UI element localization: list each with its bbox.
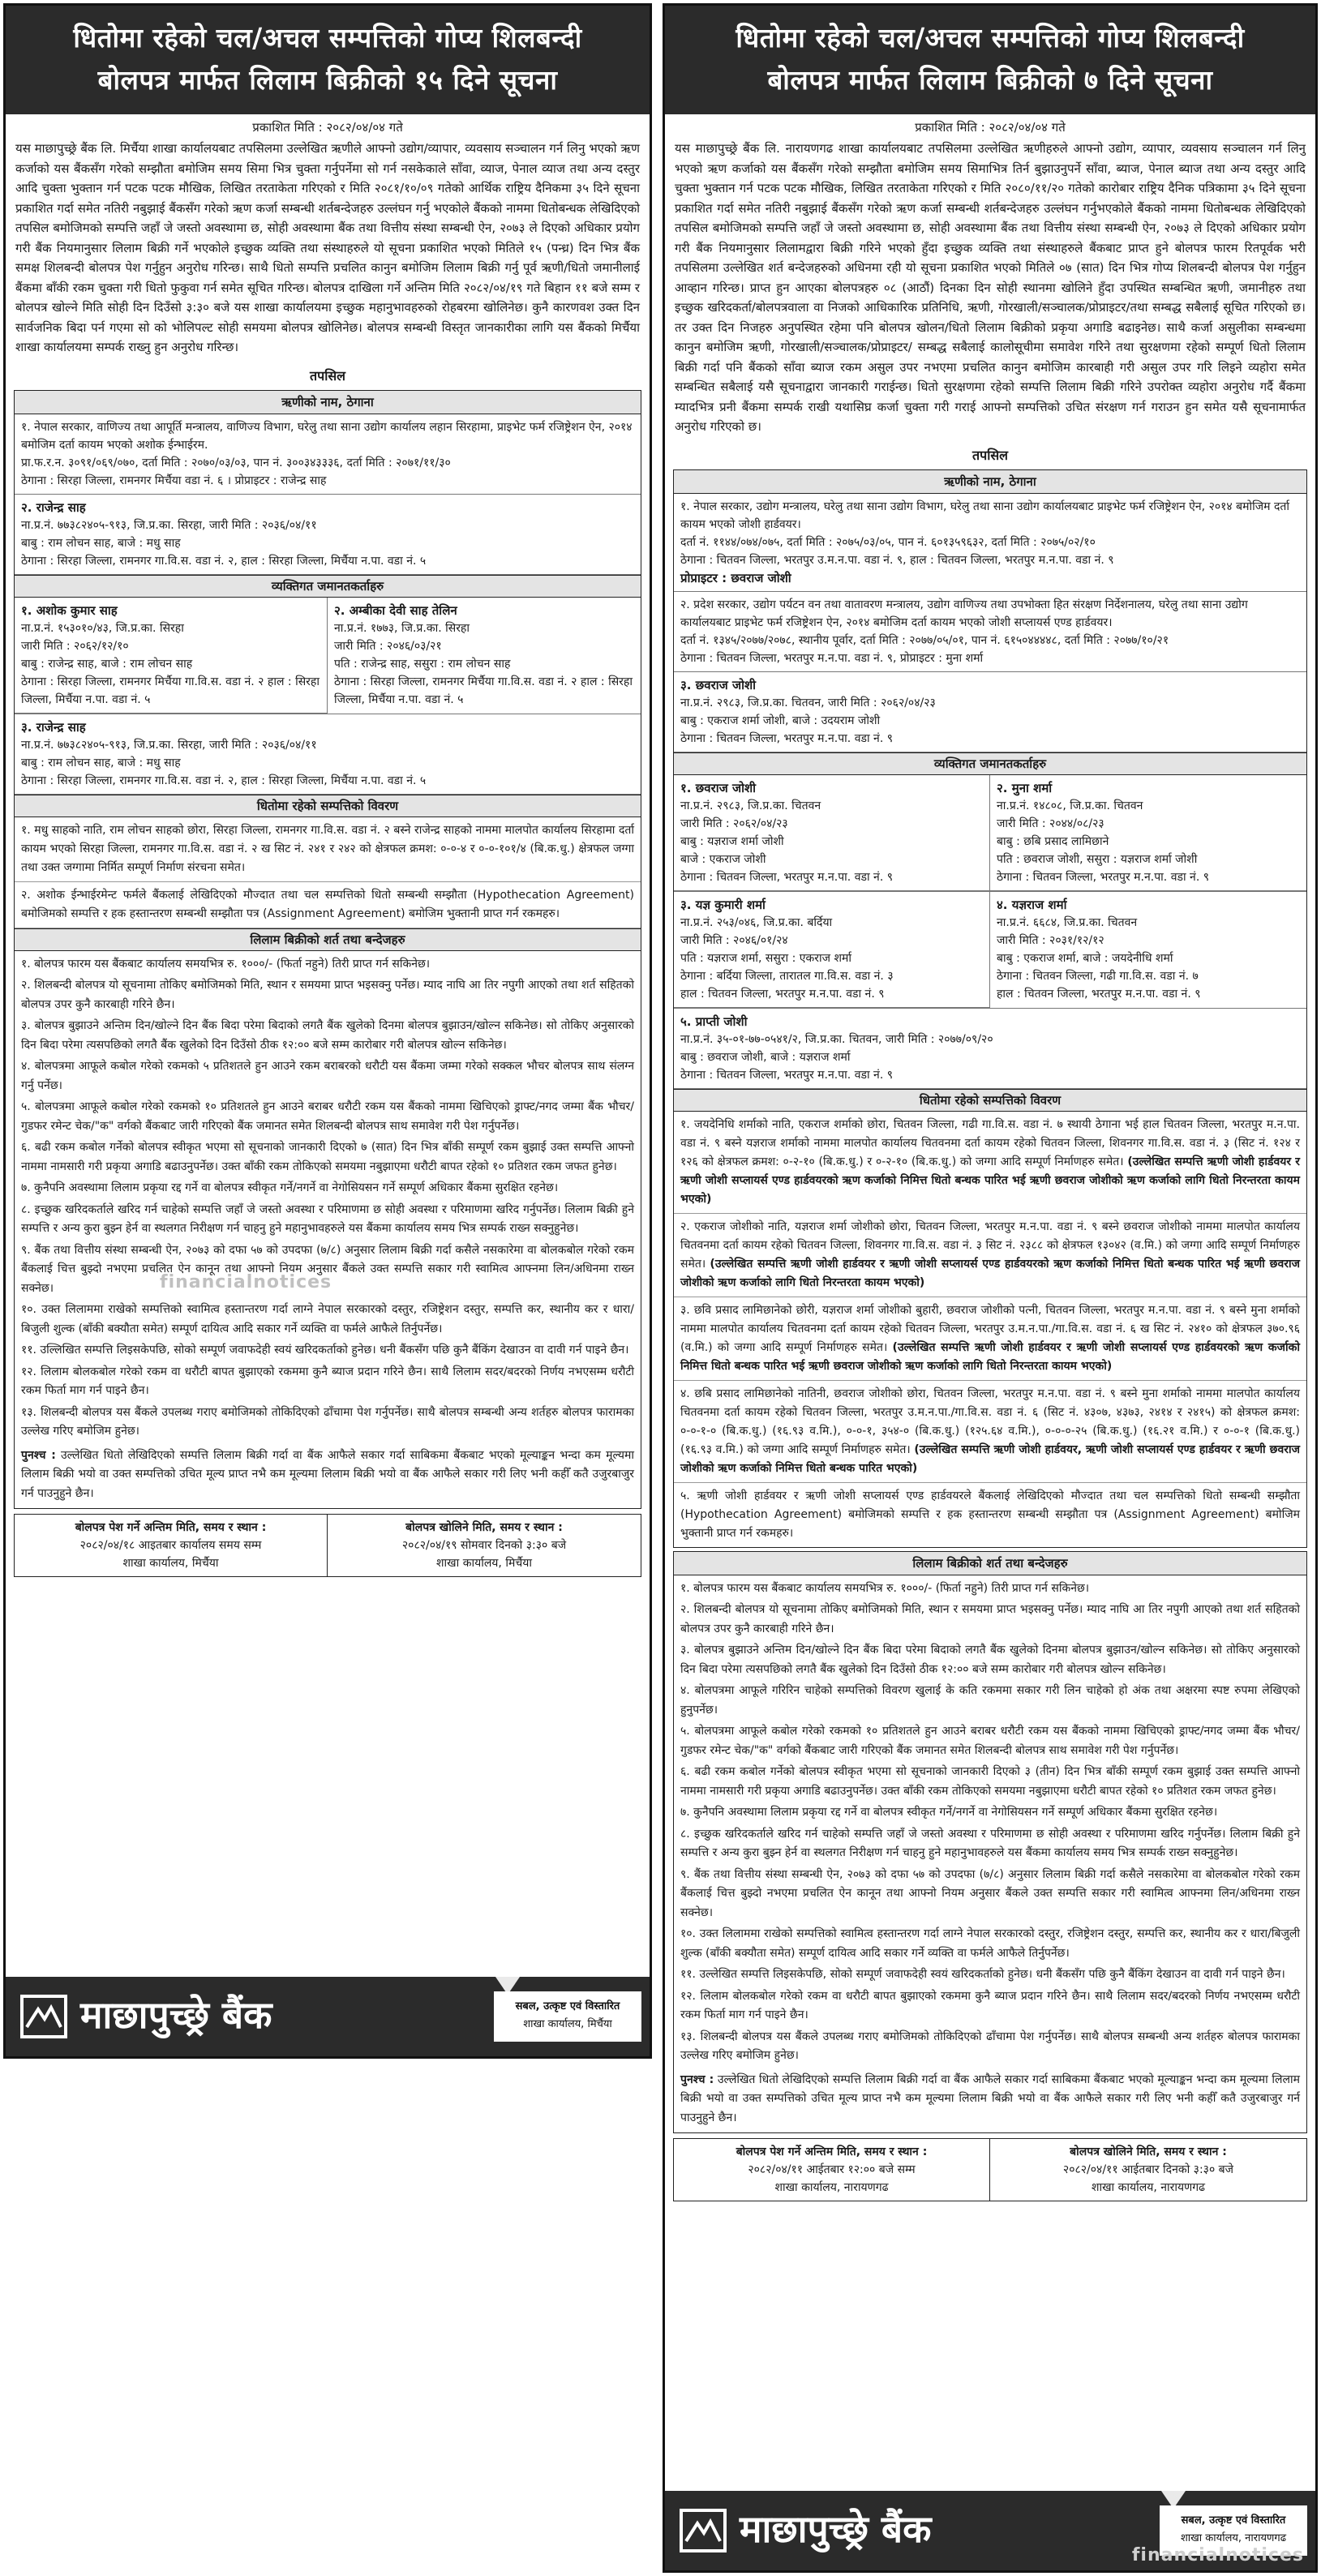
branch-name: शाखा कार्यालय, नारायणगढ [1180,2532,1287,2544]
notice-7-day [663,3,1318,2573]
term-item: ६. बढी रकम कबोल गर्नेको बोलपत्र स्वीकृत भएमा सो सूचनाको जानकारी दिएको ३ (तीन) दिन भित्र बाँकी सम्पूर्ण रकम बुझाई उक्त सम्पत्ति आफ्नो नाममा नामसारी गरी प्रकृया अगाडि बढाउनुपर्नेछ। उक्त बाँकी रकम तोकिएको समयमा नबुझाएमा धरौटी बापत रहेको १० प्रतिशत रकम जफत हुनेछ। [680,1765,1300,1798]
schedule-table [14,1514,641,1577]
guarantor-line: ना.प्र.नं. १४८०८, जि.प्र.का. चितवन [997,799,1143,812]
term-item: २. शिलबन्दी बोलपत्र यो सूचनामा तोकिए बमोजिमको मिति, स्थान र समयमा प्राप्त भइसक्नु पर्नेछ। म्याद नाघि आ तिर नपुगी आएको तथा शर्त सहितको बोलपत्र उपर कुनै कारबाही गरिने छैन। [680,1603,1300,1635]
submission-title: बोलपत्र पेश गर्ने अन्तिम मिति, समय र स्थान : [736,2145,928,2158]
borrower-text: ठेगाना : सिरहा जिल्ला, रामनगर गा.वि.स. वडा नं. २, हाल : सिरहा जिल्ला, मिर्चैया न.पा. वडा नं. ५ [21,554,427,568]
notice-title-line2: बोलपत्र मार्फत लिलाम बिक्रीको १५ दिने सूचना [97,64,558,96]
guarantor-line: ठेगाना : सिरहा जिल्ला, रामनगर गा.वि.स. वडा नं. २, हाल : सिरहा जिल्ला, मिर्चैया न.पा. वडा नं. ५ [21,774,427,787]
watermark: financialnotices [160,1272,332,1292]
terms-box [673,1551,1307,2134]
guarantor-line: बाबु : यज्ञराज शर्मा जोशी [680,834,784,848]
guarantor-name: ४. यज्ञराज शर्मा [997,897,1067,912]
schedule-table [673,2138,1307,2201]
term-item: ११. उल्लेखित सम्पत्ति लिइसकेपछि, सोको सम्पूर्ण जवाफदेही स्वयं खरिदकर्ताको हुनेछ। धनी बैंकसँग पछि कुनै बैंकिंग देखाउन वा दावी गर्न पाइने छैन। [680,1968,1285,1981]
guarantor-name: १. छवराज जोशी [680,780,757,795]
borrower-text: १. नेपाल सरकार, उद्योग मन्त्रालय, घरेलु तथा साना उद्योग विभाग, घरेलु तथा साना उद्योग कार्यालयबाट प्राइभेट फर्म रजिष्ट्रेशन ऐन, २०१४ बमोजिम दर्ता कायम भएको जोशी हार्डवयर। [680,499,1290,531]
borrower-text: ठेगाना : चितवन जिल्ला, भरतपुर उ.म.न.पा. वडा नं. ९, हाल : चितवन जिल्ला, भरतपुर म.न.पा. वडा नं. ९ [680,553,1114,567]
property-item [674,1297,1306,1381]
term-item: १३. शिलबन्दी बोलपत्र यस बैंकले उपलब्ध गराए बमोजिमको तोकिदिएको ढाँचामा पेश गर्नुपर्नेछ। साथै बोलपत्र सम्बन्धी अन्य शर्तहरु बोलपत्र फारामका उल्लेख गरिए बमोजिम हुनेछ। [21,1405,634,1438]
term-item: ३. बोलपत्र बुझाउने अन्तिम दिन/खोल्ने दिन बैंक बिदा परेमा बिदाको लगतै बैंक खुलेको दिनमा बोलपत्र बुझाउन/खोल्न सकिनेछ। सो तोकिए अनुसारको दिन बिदा परेमा त्यसपछिको लगतै बैंक खुलेको दिन दिउँसो ठीक १२:०० बजे सम्म कारोबार गरी बोलपत्र खोल्न सकिनेछ। [21,1019,634,1052]
guarantor-line: हाल : चितवन जिल्ला, भरतपुर म.न.पा. वडा नं. ९ [997,987,1201,1001]
borrower-entry [674,672,1306,752]
guarantor-line: जारी मिति : २०४४/०८/२३ [997,817,1104,830]
bank-footer [665,2491,1315,2570]
tagline-box [494,1991,641,2042]
borrower-text: प्रोप्राइटर : छवराज जोशी [680,570,791,585]
opening-title: बोलपत्र खोलिने मिति, समय र स्थान : [1070,2145,1227,2158]
term-item: ५. बोलपत्रमा आफूले कबोल गरेको रकमको १० प्रतिशतले हुन आउने बराबर धरौटी रकम यस बैंकको नाममा खिचिएको ड्राफ्ट/नगद जम्मा बैंक भौचर/गुडफर रमेन्ट चेक/"क" वर्गको बैंकबाट जारी गरिएको बैंक जमानत समेत शिलबन्दी बोलपत्र साथ समावेश गरी पेश गर्नुपर्नेछ। [680,1725,1300,1757]
guarantor-name: २. अम्बीका देवी साह तेलिन [334,602,457,618]
guarantor-line: ठेगाना : सिरहा जिल्ला, रामनगर मिर्चैया गा.वि.स. वडा नं. २ हाल : सिरहा जिल्ला, मिर्चैया न.पा. वडा नं. ५ [21,675,320,706]
postscript-label: पुनश्च : [680,2072,714,2086]
borrower-text: दर्ता नं. ११४४/०७४/०७५, दर्ता मिति : २०७५/०३/०५, पान नं. ६०१३५९६३२, दर्ता मिति : २०७५/०२/१० [680,535,1096,549]
opening-date: २०८२/०४/१९ सोमवार दिनको ३:३० बजे [401,1539,567,1552]
bank-footer [6,1977,650,2056]
term-item: ३. बोलपत्र बुझाउने अन्तिम दिन/खोल्ने दिन बैंक बिदा परेमा बिदाको लगतै बैंक खुलेको दिनमा बोलपत्र बुझाउन/खोल्न सकिनेछ। सो तोकिए अनुसारको दिन बिदा परेमा त्यसपछिको लगतै बैंक खुलेको दिन दिउँसो ठीक १२:०० बजे सम्म कारोबार गरी बोलपत्र खोल्न सकिनेछ। [680,1644,1300,1676]
submission-date: २०८२/०४/११ आईतबार १२:०० बजे सम्म [748,2163,916,2176]
guarantor-entry [674,891,990,1008]
submission-place: शाखा कार्यालय, नारायणगढ [774,2181,889,2194]
guarantor-line: ठेगाना : चितवन जिल्ला, भरतपुर म.न.पा. वडा नं. ९ [680,1068,893,1082]
guarantor-name: ३. यज्ञ कुमारी शर्मा [680,897,766,912]
guarantor-entry [15,714,641,795]
tapsil-heading: तपसिल [309,367,346,384]
postscript-label: पुनश्च : [21,1448,56,1462]
guarantor-line: बाबु : राजेन्द्र साह, बाजे : राम लोचन साह [21,657,193,671]
borrower-box-title: ऋणीको नाम, ठेगाना [15,391,641,414]
property-note: (उल्लेखित सम्पत्ति ऋणी जोशी हार्डवयर र ऋणी जोशी सप्लायर्स एण्ड हार्डवयरको ऋण कर्जाको निमित्त धितो बन्धक पारित भई ऋणी छवराज जोशीको ऋण कर्जाको लागि धितो निरन्तरता कायम भएको) [680,1257,1300,1289]
guarantor-line: ना.प्र.नं. २९८३, जि.प्र.का. चितवन [680,799,821,812]
property-text: १. जयदेनिधि शर्माको नाति, एकराज शर्माको छोरा, चितवन जिल्ला, गढी गा.वि.स. वडा नं. ७ स्थायी ठेगाना भई हाल चितवन जिल्ला, भरतपुर म.न.पा. वडा नं. ९ बस्ने यज्ञराज शर्माको नाममा मालपोत कार्यालय चितवनमा दर्ता कायम रहेको चितवन जिल्ला, शिवनगर गा.वि.स. वडा नं. ३ (सिट नं. १२४ र १२६ को क्षेत्रफल क्रमश: ०-२-१० (बि.क.धु.) र ०-२-१० (बि.क.धु.) को जग्गा आदि सम्पूर्ण निर्माणहरु समेत। [680,1117,1300,1168]
property-note: (उल्लेखित सम्पत्ति ऋणी जोशी हार्डवयर र ऋणी जोशी सप्लायर्स एण्ड हार्डवयरको ऋण कर्जाको निमित्त धितो बन्धक पारित भई ऋणी छवराज जोशीको ऋण कर्जाको लागि धितो निरन्तरता कायम भएको) [680,1340,1300,1373]
guarantor-line: बाबु : राम लोचन साह, बाजे : मधु साह [21,756,181,769]
term-item: १३. शिलबन्दी बोलपत्र यस बैंकले उपलब्ध गराए बमोजिमको तोकिदिएको ढाँचामा पेश गर्नुपर्नेछ। साथै बोलपत्र सम्बन्धी अन्य शर्तहरु बोलपत्र फारामका उल्लेख गरिए बमोजिम हुनेछ। [680,2030,1300,2062]
borrower-box-title: ऋणीको नाम, ठेगाना [674,470,1306,494]
bank-logo-icon [680,2509,727,2552]
property-item [674,1483,1306,1547]
guarantor-name: १. अशोक कुमार साह [21,602,118,618]
term-item: ५. बोलपत्रमा आफूले कबोल गरेको रकमको १० प्रतिशतले हुन आउने बराबर धरौटी रकम यस बैंकको नाममा खिचिएको ड्राफ्ट/नगद जम्मा बैंक भौचर/गुडफर रमेन्ट चेक/"क" वर्गको बैंकबाट जारी गरिएको बैंक जमानत समेत शिलबन्दी बोलपत्र साथ समावेश गरी पेश गर्नुपर्नेछ। [21,1100,634,1133]
bank-logo-icon [20,1995,67,2038]
borrower-text: बाबु : एकराज शर्मा जोशी, बाजे : उदयराम जोशी [680,714,881,727]
submission-schedule [15,1515,328,1576]
guarantor-line: बाबु : छवराज जोशी, बाजे : यज्ञराज शर्मा [680,1050,851,1064]
guarantor-entry [328,598,641,714]
terms-title: लिलाम बिक्रीको शर्त तथा बन्देजहरु [674,1552,1306,1575]
submission-schedule [674,2139,990,2201]
guarantor-entry [674,775,990,891]
property-text: ४. छबि प्रसाद लामिछानेको नातिनी, छवराज जोशीको छोरा, चितवन जिल्ला, भरतपुर म.न.पा. वडा नं. ९ बस्ने मुना शर्माको नाममा मालपोत कार्यालय चितवनमा दर्ता कायम रहेको चितवन जिल्ला, भरतपुर उ.म.न.पा./गा.वि.स. वडा नं. ६ (सिट नं. ४३०७, ४३७३, २४१४ र २४१५) को क्षेत्रफल क्रमश: ०-०-१-० (बि.क.धु.) (१६.९३ व.मि.), ०-०-१, ३५४-० (बि.क.धु.) (१२५.६४ व.मि.), ०-०-०-२५ (बि.क.धु.) (१६.२१ व.मि.) र ०-०-१ (बि.क.धु.) (१६.९३ व.मि.) को जग्गा आदि सम्पूर्ण निर्माणहरु समेत। [680,1387,1300,1456]
guarantor-title: व्यक्तिगत जमानतकर्ताहरु [674,752,1306,775]
guarantor-line: ना.प्र.नं. २५३/०४६, जि.प्र.का. बर्दिया [680,915,833,929]
borrower-text: ठेगाना : चितवन जिल्ला, भरतपुर म.न.पा. वडा नं. ९, प्रोप्राइटर : मुना शर्मा [680,651,984,665]
guarantor-line: हाल : चितवन जिल्ला, भरतपुर म.न.पा. वडा नं. ९ [680,987,885,1001]
borrower-text: प्रा.फ.र.न. ३०९१/०६९/०७०, दर्ता मिति : २०७०/०३/०३, पान नं. ३००३४३३३६, दर्ता मिति : २०७१/११/३० [21,456,451,469]
property-item [674,1381,1306,1483]
guarantor-line: पति : छवराज जोशी, ससुरा : यज्ञराज शर्मा जोशी [997,852,1198,866]
postscript-text: उल्लेखित धितो लेखिदिएको सम्पत्ति लिलाम बिक्री गर्दा वा बैंक आफैले सकार गर्दा साबिकमा बैंकबाट भएको मूल्याङ्कन भन्दा कम मूल्यमा लिलाम बिक्री भयो वा उक्त सम्पत्तिको उचित मूल्य प्राप्त नभै कम मूल्यमा लिलाम बिक्री भयो वा बैंक आफैले सकार गरी लिए भनी कहीँ कतै उजुरबाजुर गर्न पाउनुहुने छैन। [680,2072,1300,2124]
term-item: ७. कुनैपनि अवस्थामा लिलाम प्रकृया रद्द गर्ने वा बोलपत्र स्वीकृत गर्ने/नगर्ने वा नेगोसियसन गर्ने सम्पूर्ण अधिकार बैंकमा सुरक्षित रहनेछ। [680,1806,1218,1819]
notice-15-day [3,3,652,2059]
property-item [674,1112,1306,1214]
term-item: ९. बैंक तथा वित्तीय संस्था सम्बन्धी ऐन, २०७३ को दफा ५७ को उपदफा (७/८) अनुसार लिलाम बिक्री गर्दा कसैले नसकारेमा वा बोलकबोल गरेको रकम बैंकलाई चित्त बुझ्दो नभएमा प्रचलित ऐन कानून तथा आफ्नो नियम अनुसार बैंकले उक्त सम्पत्ति सकार गरी स्वामित्व आफ्नमा लिन/अधिनमा राख्न सक्नेछ। [680,1867,1300,1919]
guarantor-entry [990,891,1306,1008]
opening-place: शाखा कार्यालय, नारायणगढ [1091,2181,1206,2194]
borrower-name: २. राजेन्द्र साह [21,499,86,515]
property-item: १. मधु साहको नाति, राम लोचन साहको छोरा, सिरहा जिल्ला, रामनगर गा.वि.स. वडा नं. २ बस्ने राजेन्द्र साहको नाममा मालपोत कार्यालय सिरहामा दर्ता कायम भएको सिरहा जिल्ला, रामनगर गा.वि.स. वडा नं. २ ख सिट नं. २४१ र २४२ को क्षेत्रफल क्रमश: ०-०-४ र ०-०-१०१/४ (बि.क.धु.) क्षेत्रफल जग्गा तथा उक्त जग्गामा निर्मित सम्पूर्ण निर्माण संरचना समेत। [15,817,641,882]
branch-name: शाखा कार्यालय, मिर्चैया [523,2018,612,2030]
bank-tagline: सबल, उत्कृष्ट एवं विस्तारित [515,2000,620,2012]
guarantor-name: ५. प्राप्ती जोशी [680,1014,748,1029]
guarantor-line: बाजे : एकराज जोशी [680,852,766,866]
property-text: ५. ऋणी जोशी हार्डवयर र ऋणी जोशी सप्लायर्स एण्ड हार्डवयरले बैंकलाई लेखिदिएको मौज्दात तथा चल सम्पत्तिको धितो सम्बन्धी सम्झौता (Hypothecation Agreement) बमोजिमको सम्पत्ति र हक हस्तान्तरण सम्बन्धी सम्झौता पत्र (Assignment Agreement) बमोजिम भुक्तानी प्राप्त गर्न रकमहरु। [680,1489,1300,1540]
guarantor-line: ना.प्र.नं. १७७३, जि.प्र.का. सिरहा [334,621,470,635]
watermark: financialnotices [1131,2545,1304,2565]
property-note: (उल्लेखित सम्पत्ति ऋणी जोशी हार्डवयर, ऋणी जोशी सप्लायर्स एण्ड हार्डवयर र ऋणी छवराज जोशीको ऋण कर्जाको निमित्त धितो बन्धक पारित भएको) [680,1442,1301,1475]
property-text: २. एकराज जोशीको नाति, यज्ञराज शर्मा जोशीको छोरा, चितवन जिल्ला, भरतपुर म.न.पा. वडा नं. ९ बस्ने छवराज जोशीको नाममा मालपोत कार्यालय चितवनमा दर्ता कायम रहेको चितवन जिल्ला, शिवनगर गा.वि.स. वडा नं. ३ सिट नं. २३८८ को क्षेत्रफल १३०४२ (व.मि.) को जग्गा आदि सम्पूर्ण निर्माणहरु समेत। [680,1219,1300,1271]
opening-title: बोलपत्र खोलिने मिति, समय र स्थान : [405,1521,563,1534]
publish-date: प्रकाशित मिति : २०८२/०४/०४ गते [252,120,403,135]
guarantor-line: ठेगाना : सिरहा जिल्ला, रामनगर मिर्चैया गा.वि.स. वडा नं. २ हाल : सिरहा जिल्ला, मिर्चैया न.पा. वडा नं. ५ [334,675,633,706]
opening-schedule [990,2139,1306,2201]
opening-place: शाखा कार्यालय, मिर्चैया [436,1557,532,1570]
guarantor-name: २. मुना शर्मा [997,780,1053,795]
borrower-name: ३. छवराज जोशी [680,677,757,692]
bank-name: माछापुच्छ्रे बैंक [740,2507,932,2551]
term-item: ६. बढी रकम कबोल गर्नेको बोलपत्र स्वीकृत भएमा सो सूचनाको जानकारी दिएको ७ (सात) दिन भित्र बाँकी सम्पूर्ण रकम बुझाई उक्त सम्पत्ति आफ्नो नाममा नामसारी गरी प्रकृया अगाडि बढाउनुपर्नेछ। उक्त बाँकी रकम तोकिएको समयमा नबुझाएमा धरौटी बापत रहेको १० प्रतिशत रकम जफत हुनेछ। [21,1141,634,1173]
term-item: ४. बोलपत्रमा आफूले कबोल गरेको रकमको ५ प्रतिशतले हुन आउने रकम बराबरको धरौटी यस बैंकमा जम्मा गरेको सक्कल भौचर बोलपत्र साथ संलग्न गर्नु पर्नेछ। [21,1060,634,1092]
property-note: (उल्लेखित सम्पत्ति ऋणी जोशी हार्डवयर र ऋणी जोशी सप्लायर्स एण्ड हार्डवयरको ऋण कर्जाको निमित्त धितो बन्धक पारित भई ऋणी छवराज जोशीको ऋण कर्जाको लागि धितो निरन्तरता कायम भएको) [680,1155,1300,1206]
guarantor-entry [15,598,328,714]
guarantor-line: पति : राजेन्द्र साह, ससुरा : राम लोचन साह [334,657,511,671]
guarantor-line: जारी मिति : २०३१/१२/१२ [997,933,1104,947]
postscript [21,1447,634,1504]
guarantor-line: ठेगाना : चितवन जिल्ला, भरतपुर म.न.पा. वडा नं. ९ [997,870,1209,884]
property-title: धितोमा रहेको सम्पत्तिको विवरण [674,1089,1306,1112]
notice-title-line1: धितोमा रहेको चल/अचल सम्पत्तिको गोप्य शिलबन्दी [736,22,1245,54]
guarantor-line: जारी मिति : २०६२/०४/२३ [680,817,788,830]
borrower-entry [15,414,641,495]
borrower-text: २. प्रदेश सरकार, उद्योग पर्यटन वन तथा वातावरण मन्त्रालय, उद्योग वाणिज्य तथा उपभोक्ता हित संरक्षण निर्देशनालय, घरेलु तथा साना उद्योग कार्यालयबाट प्राइभेट फर्म रजिष्ट्रेशन ऐन, २०१४ बमोजिम दर्ता कायम भएको जोशी सप्लायर्स एण्ड हार्डवयर। [680,598,1248,629]
borrower-entry [674,494,1306,592]
term-item: १२. लिलाम बोलकबोल गरेको रकम वा धरौटी बापत बुझाएको रकममा कुनै ब्याज प्रदान गरिने छैन। साथै लिलाम सदर/बदरको निर्णय नभएसम्म धरौटी रकम फिर्ता माग गर्न पाइने छैन। [21,1365,634,1397]
notice-title-line2: बोलपत्र मार्फत लिलाम बिक्रीको ७ दिने सूचना [767,64,1213,96]
guarantor-line: ना.प्र.नं. १५३०१०/४३, जि.प्र.का. सिरहा [21,621,184,635]
term-item: ८. इच्छुक खरिदकर्ताले खरिद गर्न चाहेको सम्पत्ति जहाँ जे जस्तो अवस्था र परिमाणमा छ सोही अवस्था र परिमाणमा खरिद गर्नुपर्नेछ। लिलाम बिक्री हुने सम्पत्ति र अन्य कुरा बुझ्न हेर्न वा स्थलगत निरीक्षण गर्न चाहनु हुने महानुभावहरुले यस बैंकमा कार्यालय समय भित्र सम्पर्क राख्न सक्नुहुनेछ। [680,1827,1300,1859]
property-title: धितोमा रहेको सम्पत्तिको विवरण [15,795,641,817]
guarantor-title: व्यक्तिगत जमानतकर्ताहरु [15,575,641,598]
guarantor-line: ठेगाना : चितवन जिल्ला, भरतपुर म.न.पा. वडा नं. ९ [680,870,893,884]
bank-name: माछापुच्छ्रे बैंक [80,1993,272,2037]
guarantor-line: बाबु : एकराज शर्मा, बाजे : जयदेनीधि शर्मा [997,951,1173,965]
property-item [674,1214,1306,1297]
borrower-text: ना.प्र.नं. २९८३, जि.प्र.का. चितवन, जारी मिति : २०६२/०४/२३ [680,696,936,709]
term-item: ९. बैंक तथा वित्तीय संस्था सम्बन्धी ऐन, २०७३ को दफा ५७ को उपदफा (७/८) अनुसार लिलाम बिक्री गर्दा कसैले नसकारेमा वा बोलकबोल गरेको रकम बैंकलाई चित्त बुझ्दो नभएमा प्रचलित ऐन कानून तथा आफ्नो नियम अनुसार बैंकले उक्त सम्पत्ति सकार गरी स्वामित्व आफ्नमा लिन/अधिनमा राख्न सक्नेछ। [21,1243,634,1295]
term-item: १. बोलपत्र फारम यस बैंकबाट कार्यालय समयभित्र रु. १०००/- (फिर्ता नहुने) तिरी प्राप्त गर्न सकिनेछ। [680,1581,1090,1595]
guarantor-line: बाबु : छबि प्रसाद लामिछाने [997,834,1109,848]
postscript [680,2071,1300,2128]
guarantor-line: ठेगाना : चितवन जिल्ला, गढी गा.वि.स. वडा नं. ७ [997,969,1199,983]
publish-date: प्रकाशित मिति : २०८२/०४/०४ गते [915,120,1066,135]
guarantor-line: पति : यज्ञराज शर्मा, ससुरा : एकराज शर्मा [680,951,851,965]
property-item: २. अशोक ईन्भाईरमेन्ट फर्मले बैंकलाई लेखिदिएको मौज्दात तथा चल सम्पत्तिको धितो सम्बन्धी सम्झौता (Hypothecation Agreement) बमोजिमको सम्पत्ति र हक हस्तान्तरण सम्बन्धी सम्झौता पत्र (Assignment Agreement) बमोजिम भुक्तानी प्राप्त गर्न रकमहरु। [15,882,641,928]
postscript-text: उल्लेखित धितो लेखिदिएको सम्पत्ति लिलाम बिक्री गर्दा वा बैंक आफैले सकार गर्दा साबिकमा बैंकबाट भएको मूल्याङ्कन भन्दा कम मूल्यमा लिलाम बिक्री भयो वा उक्त सम्पत्तिको उचित मूल्य प्राप्त नभै कम मूल्यमा लिलाम बिक्री भयो वा बैंक आफैले सकार गरी लिए भनी कहीँ कतै उजुरबाजुर गर्न पाउनुहुने छैन। [21,1448,634,1500]
borrower-box [14,390,641,1510]
borrower-text: ना.प्र.नं. ७७३८२४०५-९१३, जि.प्र.का. सिरहा, जारी मिति : २०३६/०४/११ [21,518,317,532]
guarantor-line: ना.प्र.नं. ६६८४, जि.प्र.का. चितवन [997,915,1138,929]
submission-date: २०८२/०४/१८ आइतबार कार्यालय समय सम्म [79,1539,262,1552]
tapsil-heading: तपसिल [971,447,1009,463]
term-item: ८. इच्छुक खरिदकर्ताले खरिद गर्न चाहेको सम्पत्ति जहाँ जे जस्तो अवस्था र परिमाणमा छ सोही अवस्था र परिमाणमा खरिद गर्नुपर्नेछ। लिलाम बिक्री हुने सम्पत्ति र अन्य कुरा बुझ्न हेर्न वा स्थलगत निरीक्षण गर्न चाहनु हुने महानुभावहरुले यस बैंकमा कार्यालय समय भित्र सम्पर्क राख्न सक्नुहुनेछ। [21,1202,634,1235]
terms-list [674,1575,1306,2133]
guarantor-entry [674,1008,1306,1089]
term-item: १२. लिलाम बोलकबोल गरेको रकम वा धरौटी बापत बुझाएको रकममा कुनै ब्याज प्रदान गरिने छैन। साथै लिलाम सदर/बदरको निर्णय नभएसम्म धरौटी रकम फिर्ता माग गर्न पाइने छैन। [680,1989,1300,2021]
submission-title: बोलपत्र पेश गर्ने अन्तिम मिति, समय र स्थान : [75,1521,267,1534]
term-item: १. बोलपत्र फारम यस बैंकबाट कार्यालय समयभित्र रु. १०००/- (फिर्ता नहुने) तिरी प्राप्त गर्न सकिनेछ। [21,957,431,971]
guarantor-grid [15,598,641,714]
borrower-text: बाबु : राम लोचन साह, बाजे : मधु साह [21,536,181,550]
notice-header [6,6,650,114]
term-item: ७. कुनैपनि अवस्थामा लिलाम प्रकृया रद्द गर्ने वा बोलपत्र स्वीकृत गर्ने/नगर्ने वा नेगोसियसन गर्ने सम्पूर्ण अधिकार बैंकमा सुरक्षित रहनेछ। [21,1181,559,1194]
property-text: ३. छवि प्रसाद लामिछानेको छोरी, यज्ञराज शर्मा जोशीको बुहारी, छवराज जोशीको पत्नी, चितवन जिल्ला, भरतपुर म.न.पा. वडा नं. ९ बस्ने मुना शर्माको नाममा मालपोत कार्यालय चितवनमा दर्ता कायम रहेको चितवन जिल्ला, भरतपुर उ.म.न.पा./गा.वि.स. वडा नं. ६ ख सिट नं. २४१० को क्षेत्रफल ३७०.९६ (व.मि.) को जग्गा आदि सम्पूर्ण निर्माणहरु समेत। [680,1303,1300,1354]
notice-header [665,6,1315,114]
guarantor-entry [990,775,1306,891]
term-item: ४. बोलपत्रमा आफूले गरिरिन चाहेको सम्पत्तिको विवरण खुलाई के कति रकममा सकार गरी लिन चाहेको हो अंक तथा अक्षरमा स्पष्ट रुपमा लेखिएको हुनुपर्नेछ। [680,1684,1300,1717]
borrower-text: १. नेपाल सरकार, वाणिज्य तथा आपूर्ति मन्त्रालय, वाणिज्य विभाग, घरेलु तथा साना उद्योग कार्यालय लहान सिरहामा, प्राइभेट फर्म रजिष्ट्रेशन ऐन, २०१४ बमोजिम दर्ता कायम भएको अशोक ईन्भाईरम. [21,420,633,452]
guarantor-line: जारी मिति : २०४६/०१/२४ [680,933,788,947]
bank-tagline: सबल, उत्कृष्ट एवं विस्तारित [1181,2514,1286,2527]
intro-paragraph: यस माछापुच्छ्रे बैंक लि. मिर्चैया शाखा कार्यालयबाट तपसिलमा उल्लेखित ऋणीले आफ्नो उद्योग/व्यापार, व्यवसाय सञ्चालन गर्न लिनु भएको ऋण कर्जाको यस बैंकसँग गरेको सम्झौता बमोजिम समय सिमा भित्र चुक्ता गर्नुपर्नेमा सो गर्न नसकेकाले साँवा, व्याज, पेनाल व्याज तथा अन्य दस्तुर आदि चुक्ता भुक्तान गर्न पटक पटक मौखिक, लिखित तरताकेता गरिएको र मिति २०८१/१०/०९ गतेको आर्थिक राष्ट्रिय दैनिकमा ३५ दिने सूचना प्रकाशित गर्दा समेत नतिरी नबुझाई बैंकसँग गरेको ऋण कर्जा सम्बन्धी शर्तबन्देजहरु उल्लंघन गर्नु भएकोले बैंकको नाममा धितोबन्धक लेखिदिएको तपसिल बमोजिमको सम्पत्ति जहाँ जे जस्तो अवस्थामा छ, सोही अवस्थामा बैंक तथा वित्तीय संस्था सम्बन्धी ऐन, २०७३ ले दिएको अधिकार प्रयोग गरी बैंक नियमानुसार लिलाम बिक्री गर्ने भएकोले इच्छुक व्यक्ति तथा संस्थाहरुले यो सूचना प्रकाशित भएको मितिले १५ (पन्ध्र) दिन भित्र बैंक समक्ष शिलबन्दी बोलपत्र पेश गर्नुहुन अनुरोध गरिन्छ। साथै धितो सम्पत्ति प्रचलित कानुन बमोजिम लिलाम बिक्री गर्नु पूर्व ऋणी/धितो जमानीलाई बैंकमा बाँकी रकम चुक्ता गरी धितो फुकुवा गर्न समेत सूचित गरिन्छ। बोलपत्र दाखिला गर्ने अन्तिम मिति २०८२/०४/१९ गते बिहान ११ बजे सम्म र बोलपत्र खोल्ने मिति सोही दिन दिउँसो ३:३० बजे यस शाखा कार्यालयमा इच्छुक महानुभावहरुको रोहबरमा खोलिनेछ। कुनै कारणवश उक्त दिन सार्वजनिक बिदा पर्न गएमा सो को भोलिपल्ट सोही समयमा बोलपत्र खोलिनेछ। बोलपत्र सम्बन्धी विस्तृत जानकारीका लागि यस बैंकको मिर्चैया शाखा कार्यालयमा सम्पर्क राख्नु हुन अनुरोध गरिन्छ। [15,141,640,354]
borrower-text: ठेगाना : चितवन जिल्ला, भरतपुर म.न.पा. वडा नं. ९ [680,731,893,745]
guarantor-line: जारी मिति : २०६२/१२/१० [21,639,129,653]
guarantor-line: ना.प्र.नं. ७७३८२४०५-९१३, जि.प्र.का. सिरहा, जारी मिति : २०३६/०४/११ [21,738,317,752]
opening-schedule [328,1515,641,1576]
guarantor-line: जारी मिति : २०४६/०३/२१ [334,639,442,653]
intro-paragraph: यस माछापुच्छ्रे बैंक लि. नारायणगढ शाखा कार्यालयबाट तपसिलमा उल्लेखित ऋणीहरुले आफ्नो उद्योग, व्यापार, व्यवसाय सञ्चालन गर्न लिनु भएको ऋण कर्जाको यस बैंकसँग गरेको सम्झौता बमोजिम समय सिमाभित्र तिर्न बुझाउनुपर्ने साँवा, ब्याज, पेनाल ब्याज तथा अन्य दस्तुर आदि चुक्ता भुक्तान गर्न पटक पटक मौखिक, लिखित तरताकेता गरिएको र मिति २०८०/११/२० गतेको कारोबार राष्ट्रिय दैनिक पत्रिकामा ३५ दिने सूचना प्रकाशित गर्दा समेत नतिरी नबुझाई बैंकसँग गरेको ऋण कर्जा सम्बन्धी शर्तबन्देजहरु उल्लंघन गर्नुभएकोले बैंकको नाममा धितोबन्धक लेखिदिएको तपसिल बमोजिमको सम्पत्ति जहाँ जे जस्तो अवस्थामा छ, सोही अवस्थामा बैंक तथा वित्तीय संस्था सम्बन्धी ऐन, २०७३ ले दिएको अधिकार प्रयोग गरी बैंक नियमानुसार लिलामद्वारा बिक्री गरिने भएको हुँदा इच्छुक व्यक्ति तथा संस्थाहरुले बैंकबाट प्राप्त हुने बोलपत्र फारम रितपूर्वक भरी तपसिलमा उल्लेखित शर्त बन्देजहरुको अधिनमा रही यो सूचना प्रकाशित भएको मितिले ०७ (सात) दिन भित्र गोप्य शिलबन्दी बोलपत्र पेश गर्नुहुन आव्हान गरिन्छ। प्राप्त हुन आएका बोलपत्रहरु ०८ (आठौं) दिनका दिन सोही स्थानमा खोलिने हुँदा उपस्थित सम्बन्धित ऋणी, जमानीहरु तथा इच्छुक खरिदकर्ता/बोलपत्रवाला वा निजको आधिकारिक प्रतिनिधि, ऋणी, गोरखाली/सञ्चालक/प्रोप्राइटर/तथा सम्बद्ध सबैलाई सूचित गरिएको छ। तर उक्त दिन निजहरु अनुपस्थित रहेमा पनि बोलपत्र खोलन/धितो लिलाम बिक्रीको प्रकृया अगाडि बढाइनेछ। साथै कर्जा असुलीका सम्बन्धमा कानुन बमोजिम ऋणी, गोरखाली/सञ्चालक/प्रोप्राइटर/ सम्बद्ध सबैलाई कालोसूचीमा समावेश गरिने तथा सुरक्षणमा रहेको सम्पूर्ण धितो लिलाम बिक्री गर्दा पनि बैंकको साँवा ब्याज रकम असुल उपर नभएमा प्रचलित कानुन बमोजिम कारबाही गरी असुल उपर गरि लिइने व्यहोरा समेत सम्बन्धित सबैलाई यसै सूचनाद्वारा जानकारी गराईन्छ। धितो सुरक्षणमा रहेको सम्पत्ति लिलाम बिक्री गरिने उपरोक्त व्यहोरा अनुरोध गर्दै बैंकमा म्यादभित्र प्रनी बैंकमा सम्पर्क राखी यथासिघ्र कर्जा चुक्ता गरी गराई आफ्नो सम्पत्तिको उचित संरक्षण गर्न गराउन हुन समेत यसै सूचनामार्फत अनुरोध गरिएको छ। [675,141,1306,434]
term-item: १०. उक्त लिलाममा राखेको सम्पत्तिको स्वामित्व हस्तान्तरण गर्दा लाग्ने नेपाल सरकारको दस्तुर, रजिष्ट्रेशन दस्तुर, सम्पत्ति कर, स्थानीय कर र धारा/बिजुली शुल्क (बाँकी बक्यौता समेत) सम्पूर्ण दायित्व आदि सकार गर्ने व्यक्ति वा फर्मले आफैले तिर्नुपर्नेछ। [21,1303,634,1335]
borrower-entry [15,495,641,575]
guarantor-grid [674,775,1306,1008]
guarantor-line: ना.प्र.नं. ३५-०१-७७-०५४१/२, जि.प्र.का. चितवन, जारी मिति : २०७७/०९/२० [680,1032,993,1046]
guarantor-line: ठेगाना : बर्दिया जिल्ला, तारातल गा.वि.स. वडा नं. ३ [680,969,894,983]
term-item: ११. उल्लिखित सम्पत्ति लिइसकेपछि, सोको सम्पूर्ण जवाफदेही स्वयं खरिदकर्ताको हुनेछ। धनी बैंकसँग पछि कुनै बैंकिंग देखाउन वा दावी गर्न पाइने छैन। [21,1344,629,1357]
borrower-text: ठेगाना : सिरहा जिल्ला, रामनगर मिर्चैया वडा नं. ६ । प्रोप्राइटर : राजेन्द्र साह [21,474,327,487]
opening-date: २०८२/०४/११ आईतबार दिनको ३:३० बजे [1062,2163,1234,2176]
borrower-text: दर्ता नं. १३४५/२०७७/२०७८, स्थानीय पूर्वार, दर्ता मिति : २०७७/०५/०१, पान नं. ६१५०४४४४८, दर्ता मिति : २०७७/१०/२१ [680,633,1169,647]
term-item: २. शिलबन्दी बोलपत्र यो सूचनामा तोकिए बमोजिमको मिति, स्थान र समयमा प्राप्त भइसक्नु पर्नेछ। म्याद नाघि आ तिर नपुगी आएको तथा शर्त सहितको बोलपत्र उपर कुनै कारबाही गरिने छैन। [21,979,634,1011]
guarantor-name: ३. राजेन्द्र साह [21,719,86,735]
terms-list [15,951,641,1509]
notice-title-line1: धितोमा रहेको चल/अचल सम्पत्तिको गोप्य शिलबन्दी [73,22,582,54]
borrower-box [673,469,1307,1548]
terms-title: लिलाम बिक्रीको शर्त तथा बन्देजहरु [15,928,641,951]
term-item: १०. उक्त लिलाममा राखेको सम्पत्तिको स्वामित्व हस्तान्तरण गर्दा लाग्ने नेपाल सरकारको दस्तुर, रजिष्ट्रेशन दस्तुर, सम्पत्ति कर, स्थानीय कर र धारा/बिजुली शुल्क (बाँकी बक्यौता समेत) सम्पूर्ण दायित्व आदि सकार गर्ने व्यक्ति वा फर्मले आफैले तिर्नुपर्नेछ। [680,1927,1300,1960]
submission-place: शाखा कार्यालय, मिर्चैया [122,1557,219,1570]
borrower-entry [674,592,1306,672]
